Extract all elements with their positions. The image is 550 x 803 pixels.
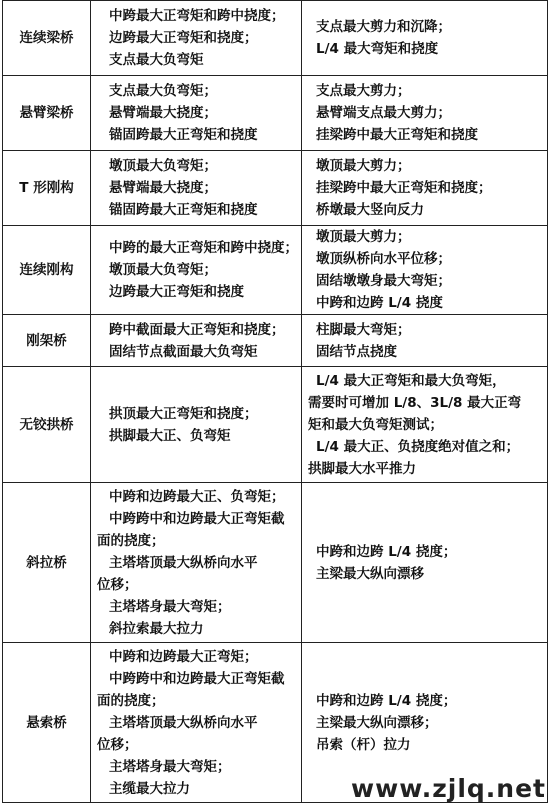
secondary-item: 挂梁跨中最大正弯矩和挠度 [316,127,478,143]
primary-item: 中跨跨中和边跨最大正弯矩截 [109,670,285,687]
secondary-item: L/4 最大正弯矩和最大负弯矩， [316,372,506,389]
watermark: www.zjlq.net [351,774,546,803]
primary-item: 墩顶最大负弯矩； [109,158,217,174]
primary-item: 固结节点截面最大负弯矩 [109,343,258,360]
secondary-items-cell [302,76,548,151]
primary-item: 墩顶最大负弯矩； [109,262,217,278]
primary-item: 拱脚最大正、负弯矩 [109,427,231,444]
bridge-type-cell: 斜拉桥 [3,483,91,643]
primary-item: 斜拉索最大拉力 [109,620,204,637]
primary-item: 中跨和边跨最大正弯矩； [109,648,258,665]
primary-items-cell [91,483,302,643]
primary-items-cell [91,315,302,367]
secondary-items-cell [302,1,548,76]
primary-item: 主缆最大拉力 [109,780,190,797]
secondary-item: 支点最大剪力； [316,83,411,99]
primary-items-cell [91,226,302,315]
secondary-item: 固结墩墩身最大弯矩； [316,273,451,289]
bridge-type-cell: T 形刚构 [3,151,91,226]
secondary-item: 主梁最大纵向漂移； [316,714,438,731]
secondary-item: 中跨和边跨 L/4 挠度； [316,543,457,560]
secondary-items-cell [302,226,548,315]
primary-item: 主塔塔身最大弯矩； [109,598,231,615]
secondary-item: 中跨和边跨 L/4 挠度； [316,692,457,709]
primary-item: 支点最大负弯矩； [109,83,217,99]
primary-item: 位移； [97,736,138,753]
primary-items-cell [91,151,302,226]
primary-item: 主塔塔顶最大纵桥向水平 [109,714,258,731]
primary-item: 中跨最大正弯矩和跨中挠度； [109,8,285,24]
secondary-item: L/4 最大正、负挠度绝对值之和； [316,438,520,455]
primary-item: 悬臂端最大挠度； [109,180,217,196]
table-row [3,151,548,226]
secondary-item: 需要时可增加 L/8、3L/8 最大正弯 [308,394,522,411]
table-row [3,226,548,315]
primary-item: 支点最大负弯矩 [109,52,204,68]
bridge-type-cell: 连续刚构 [3,226,91,315]
secondary-item: 固结节点挠度 [316,343,397,360]
primary-item: 悬臂端最大挠度； [109,105,217,121]
secondary-item: 墩顶纵桥向水平位移； [316,251,451,267]
secondary-items-cell [302,151,548,226]
primary-items-cell [91,367,302,483]
table-row [3,1,548,76]
primary-item: 主塔塔顶最大纵桥向水平 [109,554,258,571]
secondary-item: 悬臂端支点最大剪力； [316,105,451,121]
bridge-type-cell: 连续梁桥 [3,1,91,76]
bridge-type-cell: 刚架桥 [3,315,91,367]
secondary-items-cell [302,315,548,367]
bridge-type-cell: 悬索桥 [3,643,91,803]
secondary-item: 吊索（杆）拉力 [316,736,411,753]
secondary-item: 支点最大剪力和沉降； [316,19,451,35]
secondary-item: L/4 最大弯矩和挠度 [316,41,439,57]
table-body [3,1,548,803]
secondary-items-cell [302,367,548,483]
bridge-test-table [2,0,548,803]
primary-items-cell [91,1,302,76]
primary-item: 拱顶最大正弯矩和挠度； [109,405,258,422]
bridge-type-cell: 悬臂梁桥 [3,76,91,151]
secondary-item: 柱脚最大弯矩； [316,321,411,338]
secondary-item: 墩顶最大剪力； [316,158,411,174]
bridge-type-cell: 无铰拱桥 [3,367,91,483]
primary-item: 中跨和边跨最大正、负弯矩； [109,488,285,505]
primary-item: 锚固跨最大正弯矩和挠度 [109,127,258,143]
primary-item: 位移； [97,576,138,593]
primary-item: 中跨跨中和边跨最大正弯矩截 [109,510,285,527]
table-row [3,76,548,151]
primary-item: 主塔塔身最大弯矩； [109,758,231,775]
primary-item: 边跨最大正弯矩和挠度 [109,284,244,300]
primary-items-cell [91,643,302,803]
secondary-item: 矩和最大负弯矩测试； [308,416,443,433]
secondary-item: 挂梁跨中最大正弯矩和挠度； [316,180,492,196]
primary-items-cell [91,76,302,151]
table-row [3,483,548,643]
secondary-items-cell [302,483,548,643]
table-row [3,315,548,367]
primary-item: 面的挠度； [97,692,165,709]
secondary-item: 拱脚最大水平推力 [308,460,416,477]
secondary-item: 桥墩最大竖向反力 [316,202,424,218]
secondary-item: 墩顶最大剪力； [316,229,411,245]
primary-item: 中跨的最大正弯矩和跨中挠度； [109,240,298,256]
primary-item: 跨中截面最大正弯矩和挠度； [109,321,285,338]
secondary-item: 中跨和边跨 L/4 挠度 [316,295,443,311]
secondary-item: 主梁最大纵向漂移 [316,565,424,582]
primary-item: 锚固跨最大正弯矩和挠度 [109,202,258,218]
table-row [3,367,548,483]
primary-item: 面的挠度； [97,532,165,549]
primary-item: 边跨最大正弯矩和挠度； [109,30,258,46]
